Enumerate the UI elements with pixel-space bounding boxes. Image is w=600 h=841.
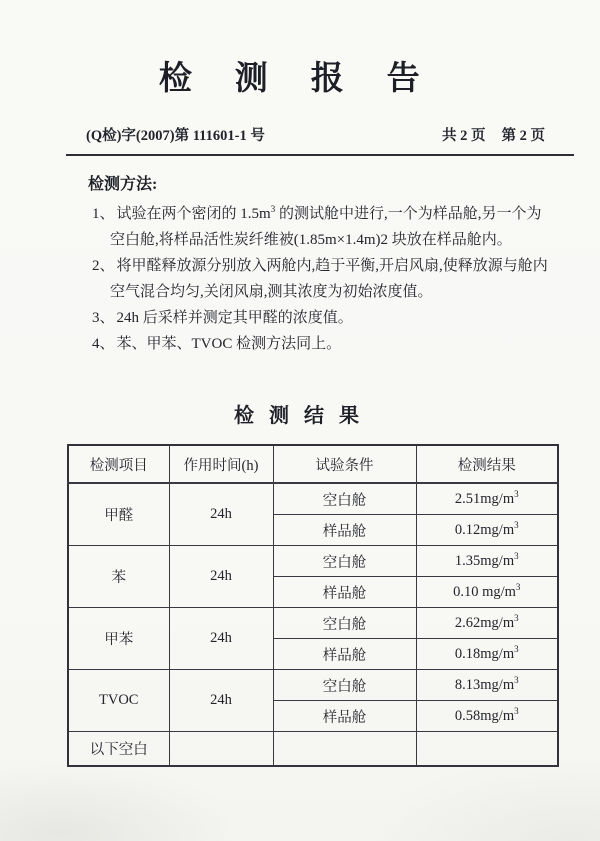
method-item-text: 将甲醛释放源分别放入两舱内,趋于平衡,开启风扇,使释放源与舱内空气混合均匀,关闭风扇,测其浓度为初始浓度值。 — [110, 258, 548, 300]
methods-list — [88, 201, 548, 357]
method-item — [88, 201, 548, 253]
blank-below-row — [68, 732, 558, 767]
result-value: 2.62mg/m — [454, 614, 515, 631]
result-row — [68, 546, 558, 577]
result-value: 0.10 mg/m — [453, 583, 516, 600]
column-header-item: 检测项目 — [68, 445, 169, 483]
method-item-number: 2、 — [92, 258, 115, 274]
method-item-text: 苯、甲苯、TVOC 检测方法同上。 — [116, 336, 342, 352]
result-row — [68, 483, 558, 515]
method-item-number: 1、 — [92, 206, 115, 222]
test-item-cell: 苯 — [68, 546, 169, 608]
page-title: 检测报告 — [158, 61, 463, 97]
method-item-number: 4、 — [92, 336, 115, 352]
document-meta-line — [86, 124, 545, 145]
duration-cell: 24h — [169, 670, 273, 732]
result-value-cell: $1.35mg/m^3$ — [416, 546, 558, 577]
column-header-condition: 试验条件 — [273, 445, 416, 483]
condition-cell: 样品舱 — [273, 639, 416, 670]
results-table — [67, 444, 559, 767]
column-header-time: 作用时间(h) — [169, 445, 273, 483]
methods-heading: 检测方法: — [88, 176, 158, 193]
result-value-cell: 0.10 $mg/m^3$ — [416, 577, 558, 608]
test-item-cell: TVOC — [68, 670, 169, 732]
result-row — [68, 608, 558, 639]
condition-cell: 空白舱 — [273, 546, 416, 577]
document-number: (Q检)字(2007)第 111601-1 号 — [86, 128, 265, 144]
result-value-cell: $2.62mg/m^3$ — [416, 608, 558, 639]
duration-cell: 24h — [169, 546, 273, 608]
condition-cell: 空白舱 — [273, 608, 416, 639]
result-value-cell: $0.18mg/m^3$ — [416, 639, 558, 670]
method-item-text: 24h 后采样并测定其甲醛的浓度值。 — [116, 310, 353, 326]
result-value-cell: $0.58mg/m^3$ — [416, 701, 558, 732]
result-value-cell: $0.12mg/m^3$ — [416, 515, 558, 546]
blank-cell — [416, 732, 558, 767]
header-divider — [66, 154, 574, 156]
result-row — [68, 670, 558, 701]
page-indicator — [442, 124, 545, 145]
duration-cell: 24h — [169, 483, 273, 546]
results-table-header — [68, 445, 558, 483]
method-item — [88, 305, 548, 331]
method-item-number: 3、 — [92, 310, 115, 326]
blank-below-label: 以下空白 — [68, 732, 169, 767]
condition-cell: 样品舱 — [273, 701, 416, 732]
method-item — [88, 331, 548, 357]
methods-section — [88, 171, 548, 357]
method-item — [88, 253, 548, 305]
pages-total: 共 2 页 — [442, 128, 486, 144]
result-value: 2.51mg/m — [454, 490, 515, 507]
blank-cell — [273, 732, 416, 767]
result-value: 0.12mg/m — [454, 521, 515, 538]
results-table-body — [68, 483, 558, 766]
test-item-cell: 甲苯 — [68, 608, 169, 670]
header-row — [68, 445, 558, 483]
result-value-cell: $2.51mg/m^3$ — [416, 483, 558, 515]
condition-cell: 空白舱 — [273, 670, 416, 701]
result-value: 8.13mg/m — [454, 676, 515, 693]
condition-cell: 样品舱 — [273, 577, 416, 608]
test-item-cell: 甲醛 — [68, 483, 169, 546]
result-value: 1.35mg/m — [454, 552, 515, 569]
method-item-text: 试验在两个密闭的 $1.5m^3$ 的测试舱中进行,一个为样品舱,另一个为空白舱,将样品活性炭纤维被(1.85m×1.4m)2 块放在样品舱内。 — [110, 204, 542, 248]
duration-cell: 24h — [169, 608, 273, 670]
column-header-result: 检测结果 — [416, 445, 558, 483]
result-value-cell: $8.13mg/m^3$ — [416, 670, 558, 701]
condition-cell: 空白舱 — [273, 483, 416, 515]
condition-cell: 样品舱 — [273, 515, 416, 546]
result-value: 0.18mg/m — [454, 645, 515, 662]
blank-cell — [169, 732, 273, 767]
results-heading: 检测结果 — [234, 405, 374, 427]
result-value: 0.58mg/m — [454, 707, 515, 724]
page-current: 第 2 页 — [501, 128, 545, 144]
